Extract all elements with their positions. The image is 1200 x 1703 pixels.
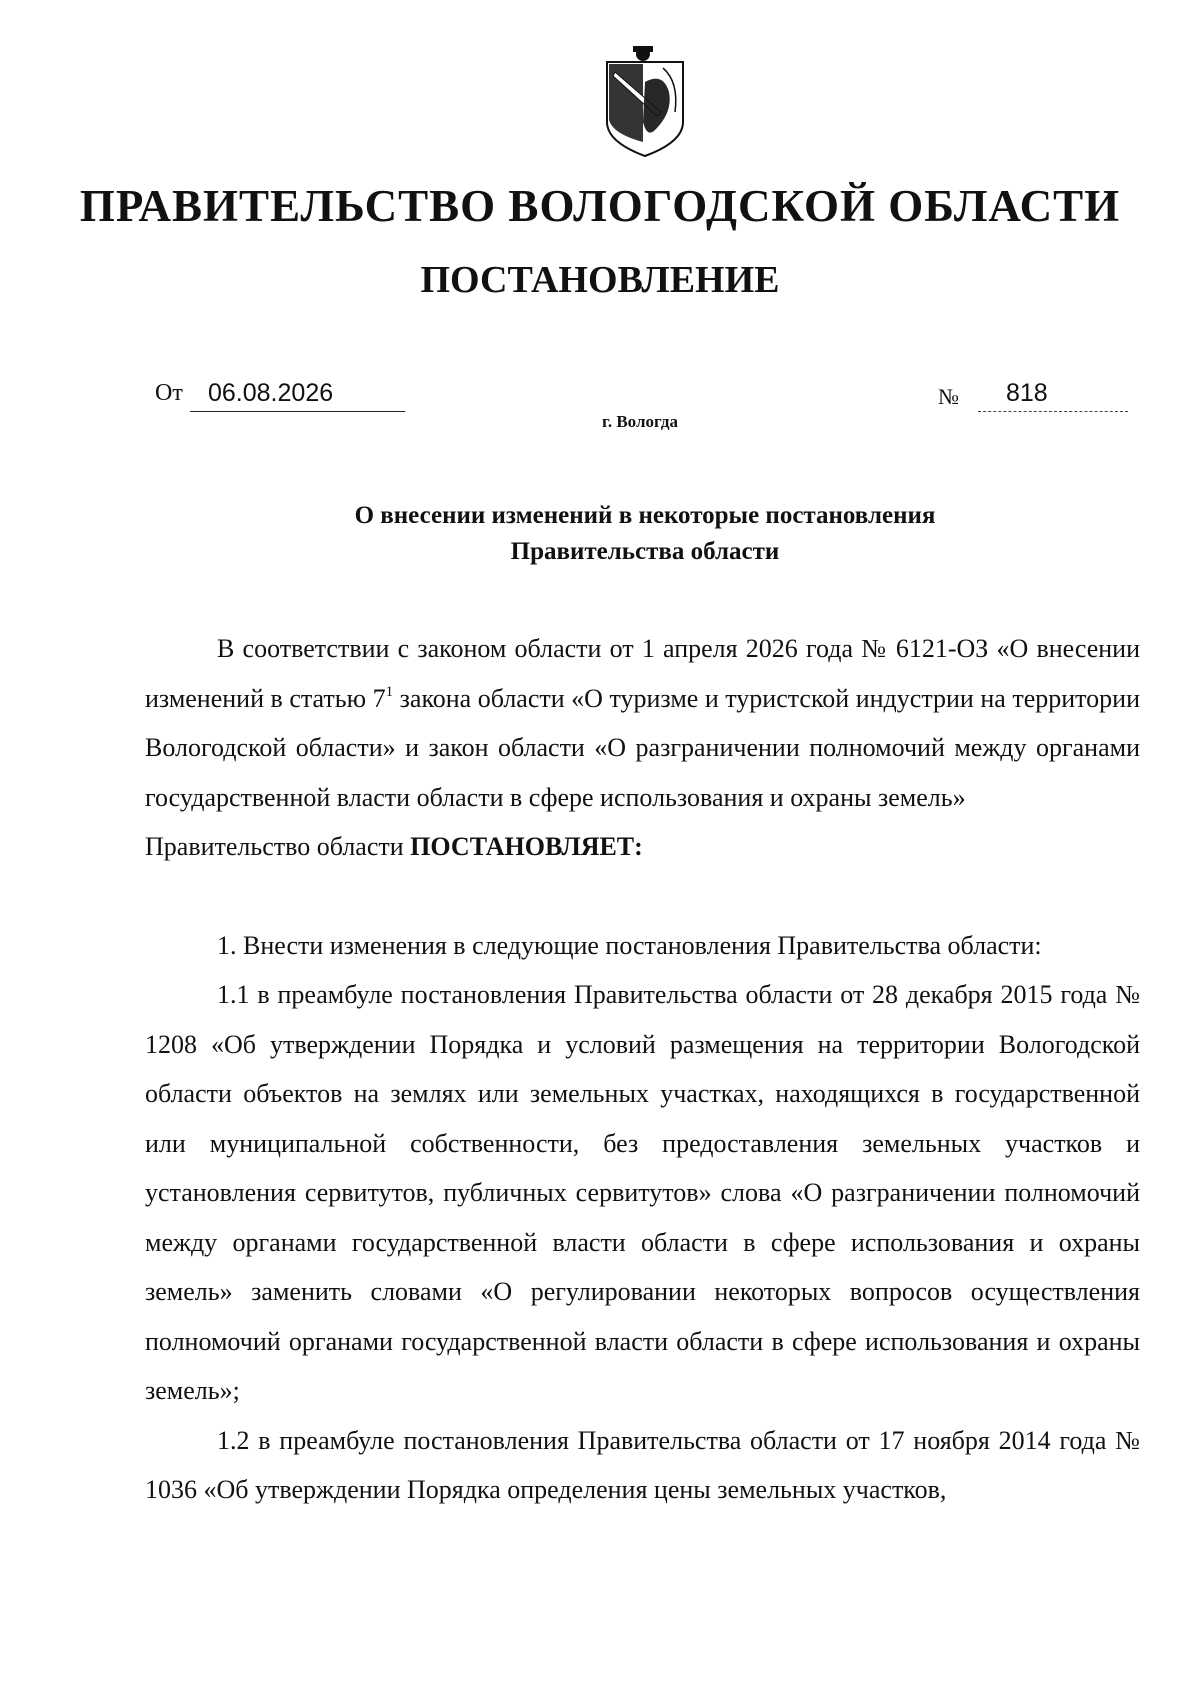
article-superscript: 1 [385, 683, 394, 700]
resolve-prefix: Правительство области [145, 832, 411, 861]
subject-line-2: Правительства области [510, 538, 780, 565]
organization-title: ПРАВИТЕЛЬСТВО ВОЛОГОДСКОЙ ОБЛАСТИ [79, 181, 1121, 231]
preamble-text-2: закона области «О туризме и туристской индустрии на территории Вологодской области» и закон области «О разграничении полномочий между органами государственной власти области в сфере использования и охраны земель» [145, 683, 1141, 812]
preamble-paragraph [145, 624, 1140, 822]
subject-line-1: О внесении изменений в некоторые постановления [354, 502, 936, 529]
number-prefix: № [938, 384, 959, 409]
city: г. Вологда [602, 412, 678, 431]
document-body [145, 624, 1140, 1515]
item-1-2: 1.2 в преамбуле постановления Правительства области от 17 ноября 2014 года № 1036 «Об утверждении Порядка определения цены земельных участков, [145, 1425, 1140, 1504]
resolve-line [145, 822, 1140, 872]
item-1-1: 1.1 в преамбуле постановления Правительства области от 28 декабря 2015 года № 1208 «Об утверждении Порядка и условий размещения на территории Вологодской области объектов на землях или земельных участках, находящихся в государственной или муниципальной собственности, без предоставления земельных участков и установления сервитутов, публичных сервитутов» слова «О разграничении полномочий между органами государственной власти области в сфере использования и охраны земель» заменить словами «О регулировании некоторых вопросов осуществления полномочий органами государственной власти области в сфере использования и охраны земель»; [145, 980, 1140, 1405]
coat-of-arms-icon [603, 42, 687, 160]
preamble-text-1: В соответствии с законом области от 1 апреля 2026 года № 6121-ОЗ «О внесении изменений в статью 7 [145, 634, 1140, 713]
document-subject [0, 498, 1200, 570]
resolve-keyword: ПОСТАНОВЛЯЕТ: [410, 832, 643, 861]
item-1: 1. Внести изменения в следующие постановления Правительства области: [217, 930, 1042, 960]
document-date: 06.08.2026 [190, 380, 405, 412]
date-prefix: От [155, 380, 183, 406]
document-type: ПОСТАНОВЛЕНИЕ [420, 259, 780, 301]
document-number: 818 [978, 380, 1128, 412]
